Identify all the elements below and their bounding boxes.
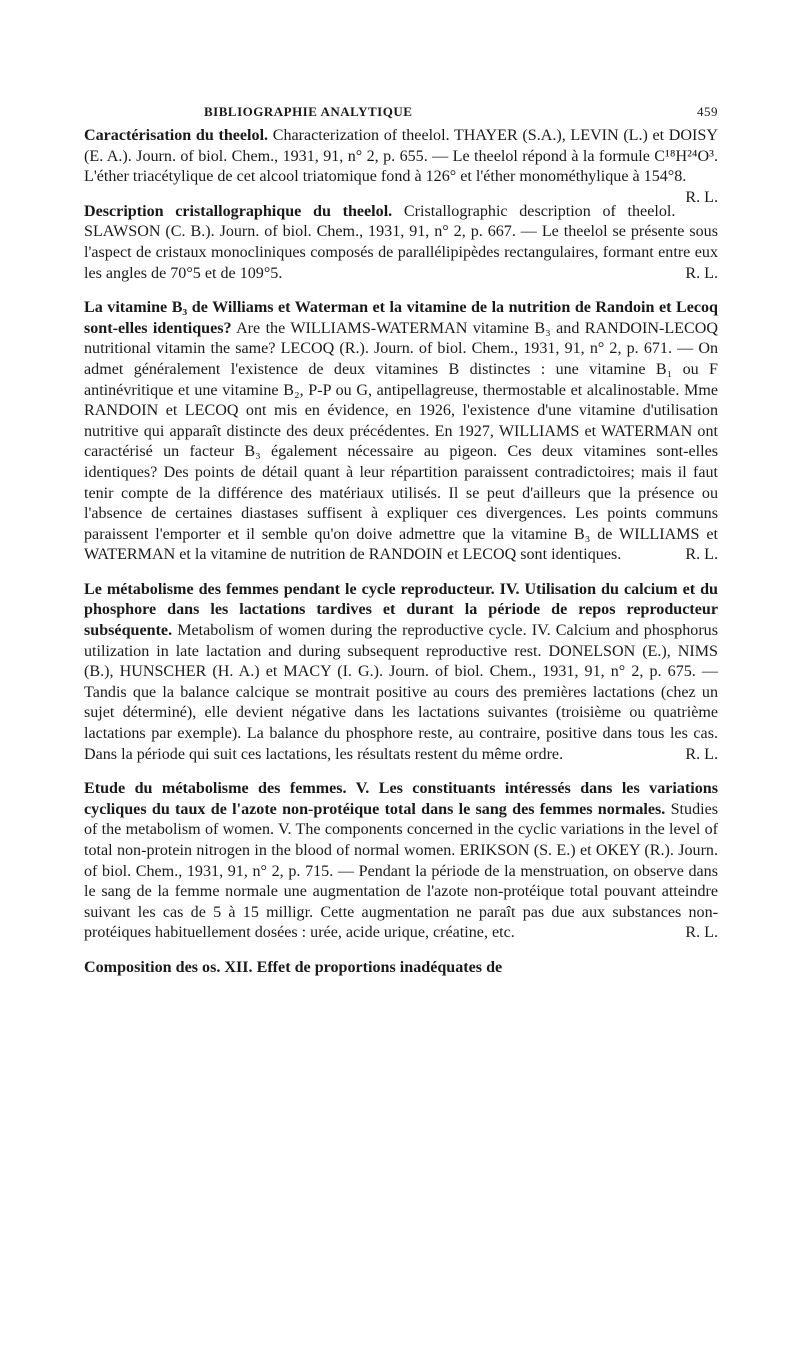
entry-heading: Description cristallographique du theelol. <box>84 202 393 220</box>
entry-signature: R. L. <box>685 546 718 564</box>
bibliography-entry <box>84 298 718 566</box>
entry-signature: R. L. <box>685 745 718 763</box>
entry-text: Studies of the metabolism of women. V. The components concerned in the cyclic variations in the level of total non-protein nitrogen in the blood of normal women. ERIKSON (S. E.) et OKEY (R.). Journ. of biol. Chem., 1931, 91, n° 2, p. 715. — Pendant la période de la menstruation, on observe dans le sang de la femme normale une augmentation de l'azote non-protéique total pouvant atteindre suivant les cas de 5 à 15 milligr. Cette augmentation ne paraît pas due aux substances non-protéiques habituellement dosées : urée, acide urique, créatine, etc. <box>84 800 718 942</box>
entry-heading: Caractérisation du theelol. <box>84 127 269 144</box>
running-head <box>84 98 718 126</box>
entry-signature: R. L. <box>685 264 718 282</box>
bibliography-entry <box>84 779 718 944</box>
next-entry-heading: Composition des os. XII. Effet de proportions inadéquates de <box>84 958 503 976</box>
page-number: 459 <box>697 104 718 119</box>
entry-text: Metabolism of women during the reproductive cycle. IV. Calcium and phosphorus utilization in late lactation and during subsequent reproductive rest. DONELSON (E.), NIMS (B.), HUNSCHER (H. A.) et MACY (I. G.). Journ. of biol. Chem., 1931, 91, n° 2, p. 675. — Tandis que la balance calcique se montrait positive au cours des premières lactations (chez un sujet déterminé), elle devient négative dans les lactations suivantes (troisième ou quatrième lactations par exemple). La balance du phosphore reste, au contraire, positive dans tous les cas. Dans la période qui suit ces lactations, les résultats restent du même ordre. <box>84 622 718 763</box>
bibliography-entry <box>84 202 718 284</box>
entry-heading: Le métabolisme des femmes pendant le cycle reproducteur. IV. Utilisation du calcium et du phosphore dans les lactations tardives et durant la période de repos reproducteur subséquente. <box>84 580 718 640</box>
bibliography-entry <box>84 580 718 765</box>
entry-text: Characterization of theelol. THAYER (S.A.), LEVIN (L.) et DOISY (E. A.). Journ. of biol. Chem., 1931, 91, n° 2, p. 655. — Le theelol répond à la formule C¹⁸H²⁴O³. L'éther triacétylique de cet alcool triatomique fond à 126° et l'éther monométhylique à 154°8. <box>84 127 718 186</box>
document-page <box>84 98 718 979</box>
bibliography-entry <box>84 126 718 206</box>
entry-text: Cristallographic description of theelol. SLAWSON (C. B.). Journ. of biol. Chem., 1931, 91, n° 2, p. 667. — Le theelol se présente sous l'aspect de cristaux monocliniques composés de parallélipipèdes rectangulaires, formant entre eux les angles de 70°5 et de 109°5. <box>84 202 718 282</box>
entry-text: Are the WILLIAMS-WATERMAN vitamine B₃ and RANDOIN-LECOQ nutritional vitamin the same? LECOQ (R.). Journ. of biol. Chem., 1931, 91, n° 2, p. 671. — On admet généralement l'existence de deux vitamines B distinctes : une vitamine B₁ ou F antinévritique et une vitamine B₂, P-P ou G, antipellagreuse, thermostable et alcalinostable. Mme RANDOIN et LECOQ ont mis en évidence, en 1926, l'existence d'une vitamine d'utilisation nutritive qui apparaît distincte des deux précédentes. En 1927, WILLIAMS et WATERMAN ont caractérisé un facteur B₃ également nécessaire au pigeon. Ces deux vitamines sont-elles identiques? Des points de détail quant à leur répartition paraissent contradictoires; mais il faut tenir compte de la différence des matériaux utilisés. Il se peut d'ailleurs que la présence ou l'absence de certaines diastases suffisent à expliquer ces divergences. Les points communs paraissent l'emporter et il semble qu'on doive admettre que la vitamine B₃ de WILLIAMS et WATERMAN et la vitamine de nutrition de RANDOIN et LECOQ sont identiques. <box>84 319 718 564</box>
entry-heading: Etude du métabolisme des femmes. V. Les constituants intéressés dans les variations cycliques du taux de l'azote non-protéique total dans le sang des femmes normales. <box>84 780 718 818</box>
entry-signature: R. L. <box>685 924 718 942</box>
entry-heading: La vitamine B₃ de Williams et Waterman et la vitamine de la nutrition de Randoin et Lecoq sont-elles identiques? <box>84 299 718 337</box>
running-head-title: BIBLIOGRAPHIE ANALYTIQUE <box>204 104 413 119</box>
entry-signature: R. L. <box>685 188 718 206</box>
